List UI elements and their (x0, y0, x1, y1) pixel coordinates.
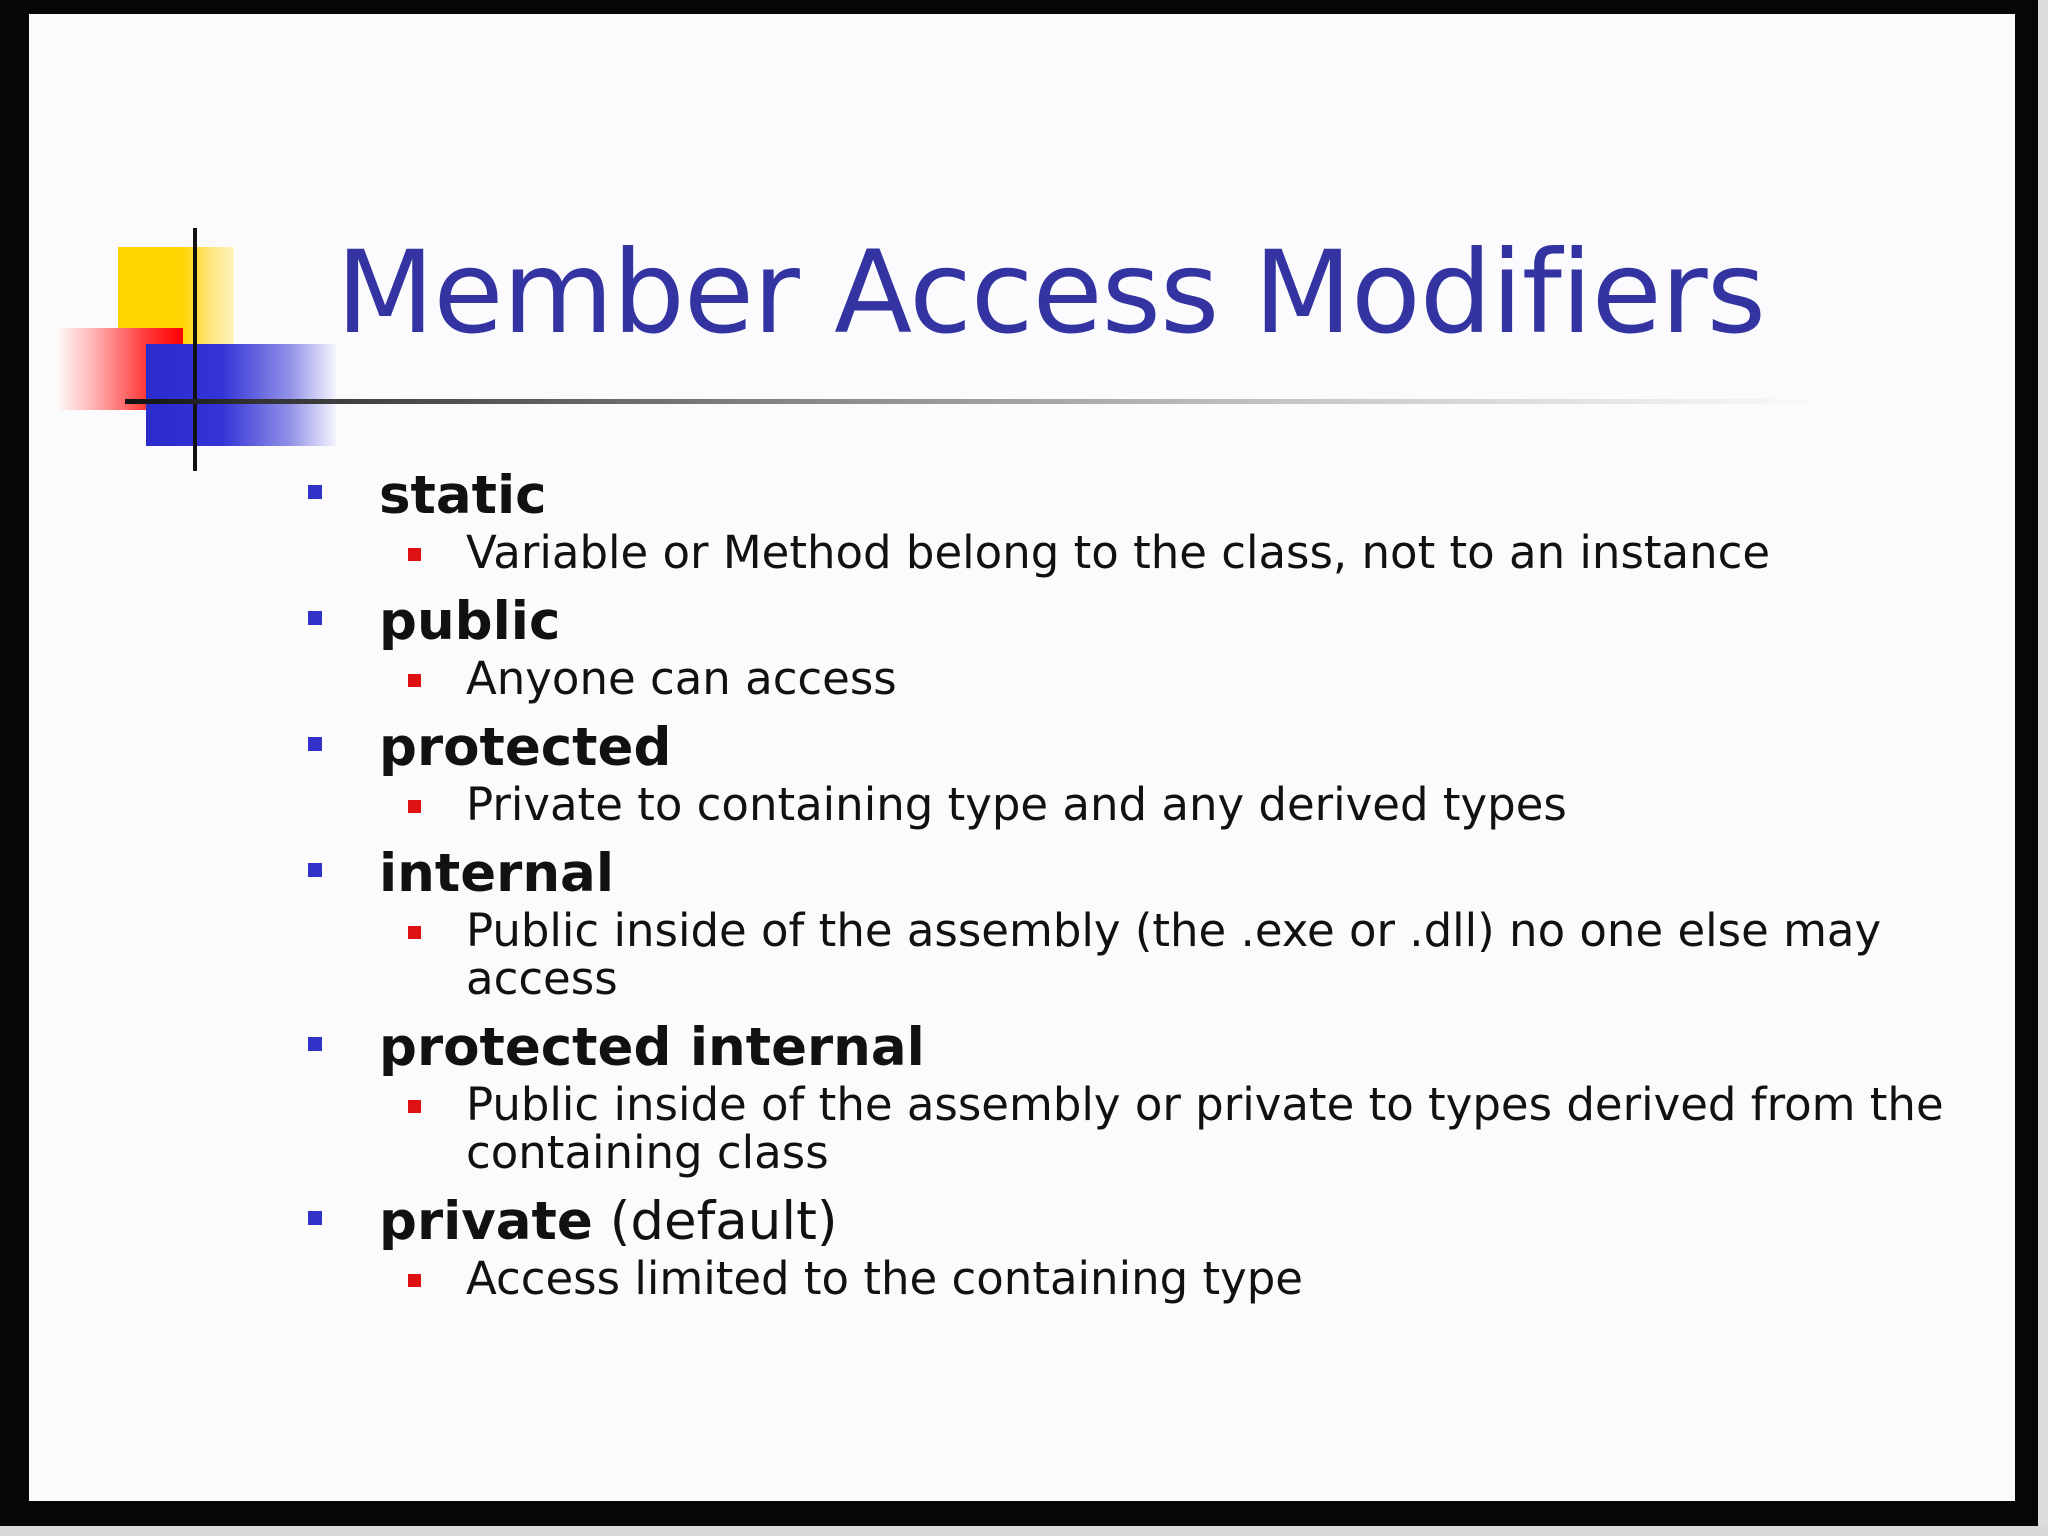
bullet-square-icon (308, 1211, 322, 1225)
keyword-extra: (default) (592, 1191, 838, 1252)
list-item-keyword (379, 717, 672, 778)
logo-blue-square (146, 344, 336, 446)
logo-vertical-line (193, 228, 197, 471)
list-item-detail: Public inside of the assembly or private to types derived from the containing class (466, 1078, 1944, 1179)
bullet-square-icon (308, 611, 322, 625)
list-item-keyword (379, 1191, 838, 1252)
list-item-detail: Variable or Method belong to the class, not to an instance (466, 526, 1771, 579)
list-item-keyword (379, 1017, 925, 1078)
sub-bullet-square-icon (408, 926, 421, 939)
list-item-keyword (379, 591, 561, 652)
sub-bullet-square-icon (408, 800, 421, 813)
list-item-detail: Access limited to the containing type (466, 1252, 1303, 1305)
keyword-text: protected (379, 717, 672, 778)
list-item-detail: Public inside of the assembly (the .exe or .dll) no one else may access (466, 904, 1882, 1005)
bullet-square-icon (308, 1037, 322, 1051)
keyword-text: private (379, 1191, 593, 1252)
bullet-square-icon (308, 485, 322, 499)
slide (29, 14, 2015, 1501)
list-item-keyword (379, 465, 547, 526)
bottom-edge-strip (0, 1526, 2048, 1536)
sub-bullet-square-icon (408, 548, 421, 561)
list-item-detail: Private to containing type and any derived types (466, 778, 1567, 831)
slide-title: Member Access Modifiers (336, 226, 1765, 359)
right-edge-strip (2038, 0, 2048, 1536)
sub-bullet-square-icon (408, 1100, 421, 1113)
bullet-square-icon (308, 737, 322, 751)
keyword-text: protected internal (379, 1017, 925, 1078)
list-item-keyword (379, 843, 614, 904)
title-underline (125, 399, 1825, 404)
keyword-text: internal (379, 843, 614, 904)
keyword-text: static (379, 465, 547, 526)
sub-bullet-square-icon (408, 674, 421, 687)
bullet-square-icon (308, 863, 322, 877)
keyword-text: public (379, 591, 561, 652)
list-item-detail: Anyone can access (466, 652, 897, 705)
sub-bullet-square-icon (408, 1274, 421, 1287)
